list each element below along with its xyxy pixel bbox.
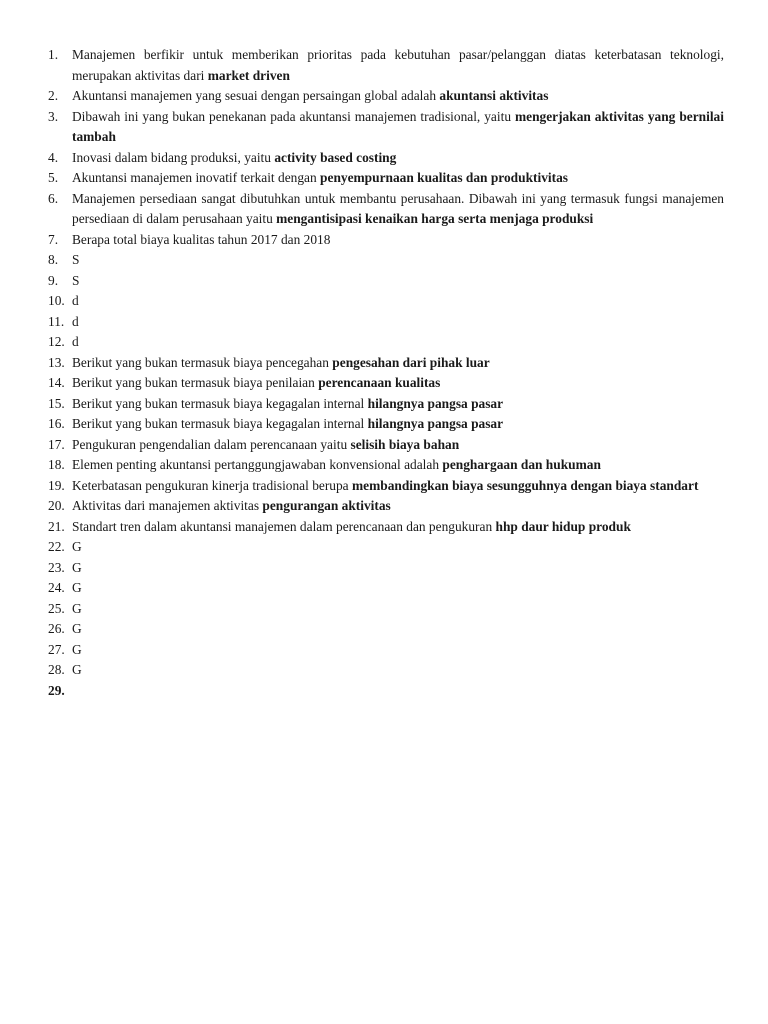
item-number: 23. <box>48 559 65 575</box>
question-text: G <box>72 641 82 657</box>
item-number: 28. <box>48 662 65 677</box>
list-item <box>48 271 724 292</box>
list-item <box>48 660 724 681</box>
list-item <box>48 230 724 251</box>
item-number: 14. <box>48 375 65 390</box>
answer-text: pengurangan aktivitas <box>262 498 391 513</box>
numbered-question-list <box>48 45 724 698</box>
question-text: Akuntansi manajemen yang sesuai dengan persaingan global adalah <box>72 88 437 103</box>
question-text: d <box>72 293 79 308</box>
list-item <box>48 373 724 394</box>
answer-text: activity based costing <box>274 149 397 165</box>
question-text: Inovasi dalam bidang produksi, yaitu <box>72 149 271 165</box>
item-number: 8. <box>48 252 59 267</box>
list-item <box>48 394 724 415</box>
question-text: G <box>72 621 82 636</box>
question-text: Manajemen berfikir untuk memberikan prioritas pada kebutuhan pasar/pelanggan diatas keterbatasan teknologi, merupakan aktivitas dari <box>72 47 724 83</box>
question-text: Berikut yang bukan termasuk biaya pencegahan <box>72 354 329 370</box>
list-item <box>48 578 724 599</box>
item-number: 22. <box>48 539 65 554</box>
question-text: G <box>72 600 82 616</box>
item-number: 1. <box>48 47 59 62</box>
question-text: d <box>72 334 79 349</box>
answer-text: penghargaan dan hukuman <box>442 457 601 472</box>
question-text: Akuntansi manajemen inovatif terkait dengan <box>72 170 317 185</box>
question-text: G <box>72 580 82 595</box>
question-text: G <box>72 662 82 677</box>
question-text: Aktivitas dari manajemen aktivitas <box>72 498 260 513</box>
list-item <box>48 291 724 312</box>
question-text: G <box>72 559 82 575</box>
question-text: S <box>72 252 80 267</box>
question-text: Elemen penting akuntansi pertanggungjawaban konvensional adalah <box>72 457 440 472</box>
answer-text: hhp daur hidup produk <box>495 518 631 534</box>
list-item <box>48 476 724 497</box>
list-item <box>48 168 724 189</box>
question-text: Berapa total biaya kualitas tahun 2017 dan 2018 <box>72 231 331 247</box>
item-number: 21. <box>48 518 65 534</box>
item-number: 10. <box>48 293 65 308</box>
list-item <box>48 250 724 271</box>
list-item <box>48 86 724 107</box>
list-item <box>48 107 724 148</box>
answer-text: hilangnya pangsa pasar <box>367 395 504 411</box>
list-item <box>48 332 724 353</box>
item-number: 9. <box>48 272 59 288</box>
list-item <box>48 496 724 517</box>
question-text: Berikut yang bukan termasuk biaya kegagalan internal <box>72 395 365 411</box>
item-number: 25. <box>48 600 65 616</box>
list-item <box>48 517 724 538</box>
item-number: 26. <box>48 621 65 636</box>
item-number: 16. <box>48 416 65 431</box>
item-number: 15. <box>48 395 65 411</box>
question-text: Berikut yang bukan termasuk biaya kegagalan internal <box>72 416 365 431</box>
item-number: 6. <box>48 190 59 206</box>
list-item <box>48 558 724 579</box>
list-item <box>48 537 724 558</box>
item-number: 7. <box>48 231 59 247</box>
item-number: 12. <box>48 334 65 349</box>
list-item <box>48 45 724 86</box>
item-number: 3. <box>48 108 59 124</box>
item-number: 24. <box>48 580 65 595</box>
question-text: d <box>72 313 79 329</box>
answer-text: market driven <box>207 67 290 83</box>
item-number: 29. <box>48 682 65 698</box>
item-number: 18. <box>48 457 65 472</box>
answer-text: hilangnya pangsa pasar <box>367 416 504 431</box>
answer-text: akuntansi aktivitas <box>439 88 549 103</box>
list-item <box>48 435 724 456</box>
item-number: 4. <box>48 149 59 165</box>
list-item <box>48 312 724 333</box>
answer-text: penyempurnaan kualitas dan produktivitas <box>320 170 568 185</box>
list-item <box>48 640 724 661</box>
item-number: 17. <box>48 436 65 452</box>
list-item <box>48 455 724 476</box>
question-text: Dibawah ini yang bukan penekanan pada akuntansi manajemen tradisional, yaitu <box>72 108 512 124</box>
list-item <box>48 189 724 230</box>
item-number: 27. <box>48 641 65 657</box>
answer-text: mengantisipasi kenaikan harga serta menjaga produksi <box>276 211 594 226</box>
question-text: Manajemen persediaan sangat dibutuhkan untuk membantu perusahaan. Dibawah ini yang termasuk fungsi manajemen persediaan di dalam perusahaan yaitu <box>72 190 724 226</box>
list-item <box>48 148 724 169</box>
item-number: 13. <box>48 354 65 370</box>
answer-text: perencanaan kualitas <box>318 375 441 390</box>
answer-text: membandingkan biaya sesungguhnya dengan biaya standart <box>352 477 699 493</box>
list-item <box>48 619 724 640</box>
question-text: S <box>72 272 80 288</box>
answer-text: pengesahan dari pihak luar <box>332 354 490 370</box>
answer-text: mengerjakan aktivitas yang bernilai tambah <box>72 108 724 144</box>
question-text: Pengukuran pengendalian dalam perencanaan yaitu <box>72 436 348 452</box>
list-item <box>48 599 724 620</box>
item-number: 5. <box>48 170 59 185</box>
question-text: Keterbatasan pengukuran kinerja tradisional berupa <box>72 477 349 493</box>
item-number: 2. <box>48 88 59 103</box>
item-number: 11. <box>48 313 65 329</box>
question-text: G <box>72 539 82 554</box>
item-number: 19. <box>48 477 65 493</box>
item-number: 20. <box>48 498 65 513</box>
question-text: Standart tren dalam akuntansi manajemen dalam perencanaan dan pengukuran <box>72 518 493 534</box>
question-text: Berikut yang bukan termasuk biaya penilaian <box>72 375 315 390</box>
answer-text: selisih biaya bahan <box>350 436 460 452</box>
list-item <box>48 414 724 435</box>
list-item <box>48 353 724 374</box>
